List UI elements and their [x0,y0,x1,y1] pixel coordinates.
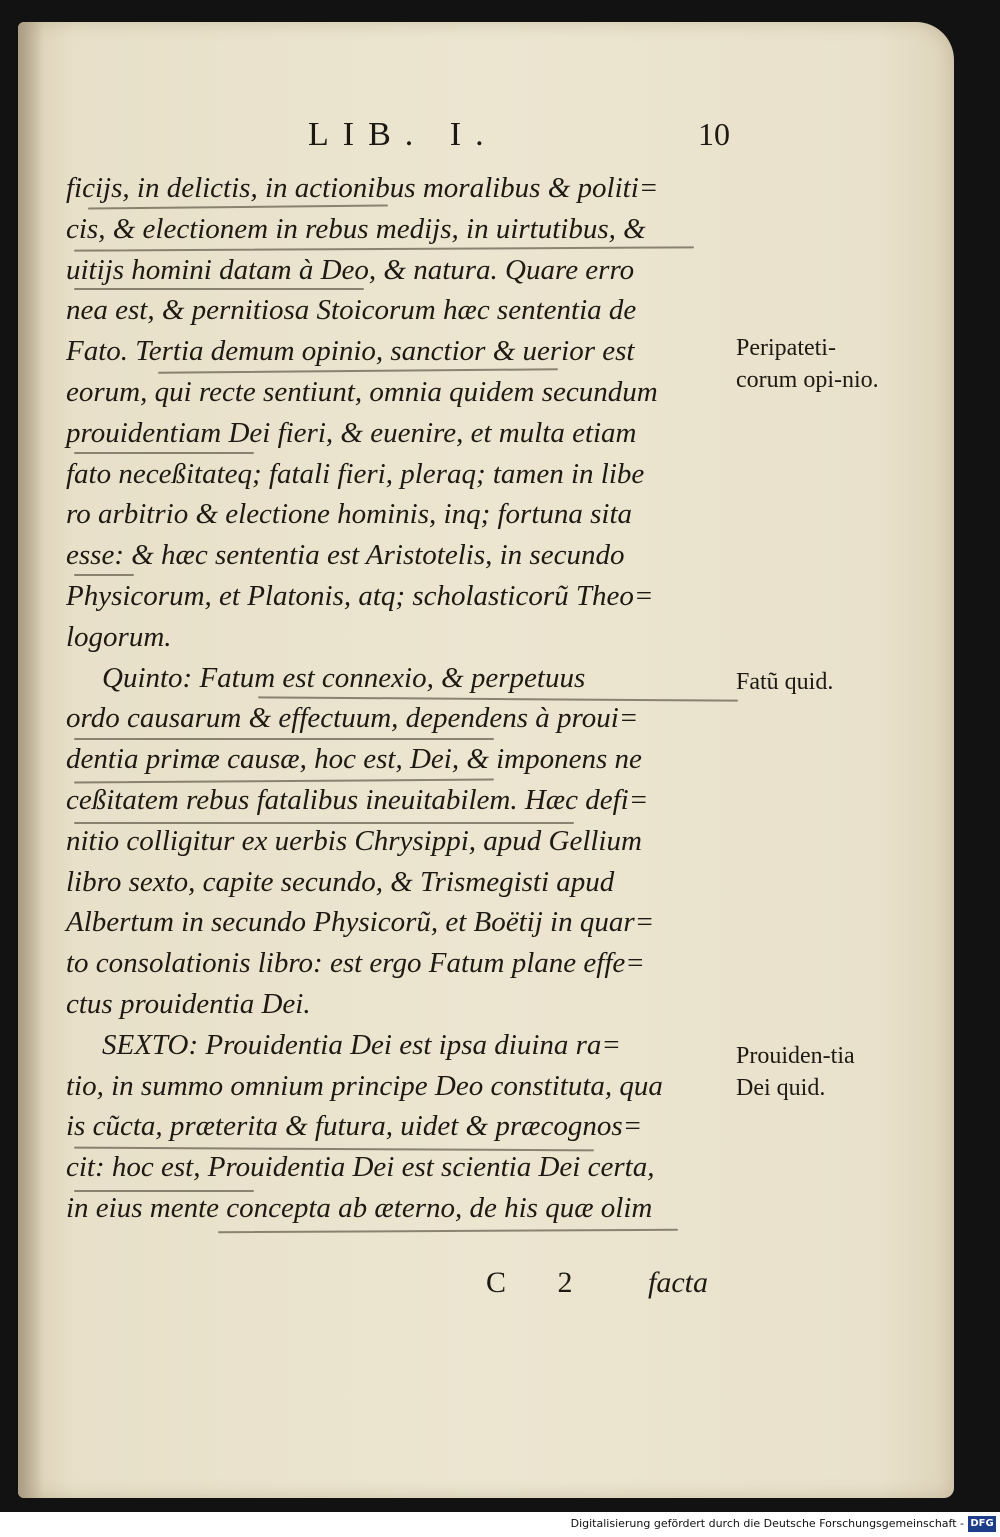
text-line: cit: hoc est, Prouidentia Dei est scientia Dei certa, [66,1151,655,1184]
catchword-line [18,1266,954,1310]
text-line: Albertum in secundo Physicorũ, et Boëtij in quar= [66,906,655,939]
signature-mark: C 2 [486,1266,595,1299]
text-line: eorum, qui recte sentiunt, omnia quidem secundum [66,375,658,408]
text-line: is cũcta, præterita & futura, uidet & præcognos= [66,1110,643,1143]
digitization-footer [0,1512,1000,1537]
running-title: LIB. I. [308,116,498,153]
text-line: tio, in summo omnium principe Deo constituta, qua [66,1069,663,1102]
running-head [18,116,954,166]
text-line: nea est, & pernitiosa Stoicorum hæc sententia de [66,294,637,327]
text-line: uitijs homini datam à Deo, & natura. Quare erro [66,253,635,286]
text-line: ordo causarum & effectuum, dependens à proui= [66,702,639,735]
ink-underline [218,1229,678,1233]
ink-underline [74,452,254,454]
text-line: cis, & electionem in rebus medijs, in uirtutibus, & [66,212,646,245]
dfg-logo: DFG [968,1516,996,1532]
ink-underline [74,822,574,824]
catchword: facta [648,1266,708,1299]
text-line: nitio colligitur ex uerbis Chrysippi, apud Gellium [66,824,642,857]
ink-underline [74,738,494,740]
ink-underline [74,574,134,576]
text-line: Physicorum, et Platonis, atq; scholasticorũ Theo= [66,579,654,612]
book-page [18,22,954,1498]
text-line: to consolationis libro: est ergo Fatum plane effe= [66,947,645,980]
text-line: prouidentiam Dei fieri, & euenire, et multa etiam [66,416,637,449]
page-number: 10 [698,116,730,152]
text-line: ro arbitrio & electione hominis, inq; fortuna sita [66,498,633,531]
text-line: in eius mente concepta ab æterno, de his quæ olim [66,1191,653,1224]
margin-note-peripatetic: Peripateti-corum opi-nio. [736,335,879,393]
text-line: libro sexto, capite secundo, & Trismegisti apud [66,865,615,898]
text-line: ctus prouidentia Dei. [66,987,311,1020]
ink-underline [74,1190,254,1192]
text-line: Fato. Tertia demum opinio, sanctior & uerior est [66,335,635,368]
text-line: logorum. [66,620,172,653]
text-line: fato neceßitateq; fatali fieri, pleraq; tamen in libe [66,457,645,490]
text-line: esse: & hæc sententia est Aristotelis, in secundo [66,539,625,572]
ink-underline [74,288,364,290]
text-line: dentia primæ causæ, hoc est, Dei, & imponens ne [66,743,642,776]
margin-note-prouidentia: Prouiden-tia Dei quid. [736,1043,855,1101]
footer-credit: Digitalisierung gefördert durch die Deutsche Forschungsgemeinschaft - [570,1517,964,1530]
text-line: ficijs, in delictis, in actionibus moralibus & politi= [66,172,659,204]
margin-note-fatum: Fatũ quid. [736,669,834,695]
paragraph-start-line: SEXTO: Prouidentia Dei est ipsa diuina ra= [102,1028,621,1061]
paragraph-start-line: Quinto: Fatum est connexio, & perpetuus [102,661,586,694]
text-line: ceßitatem rebus fatalibus ineuitabilem. Hæc defi= [66,783,649,816]
